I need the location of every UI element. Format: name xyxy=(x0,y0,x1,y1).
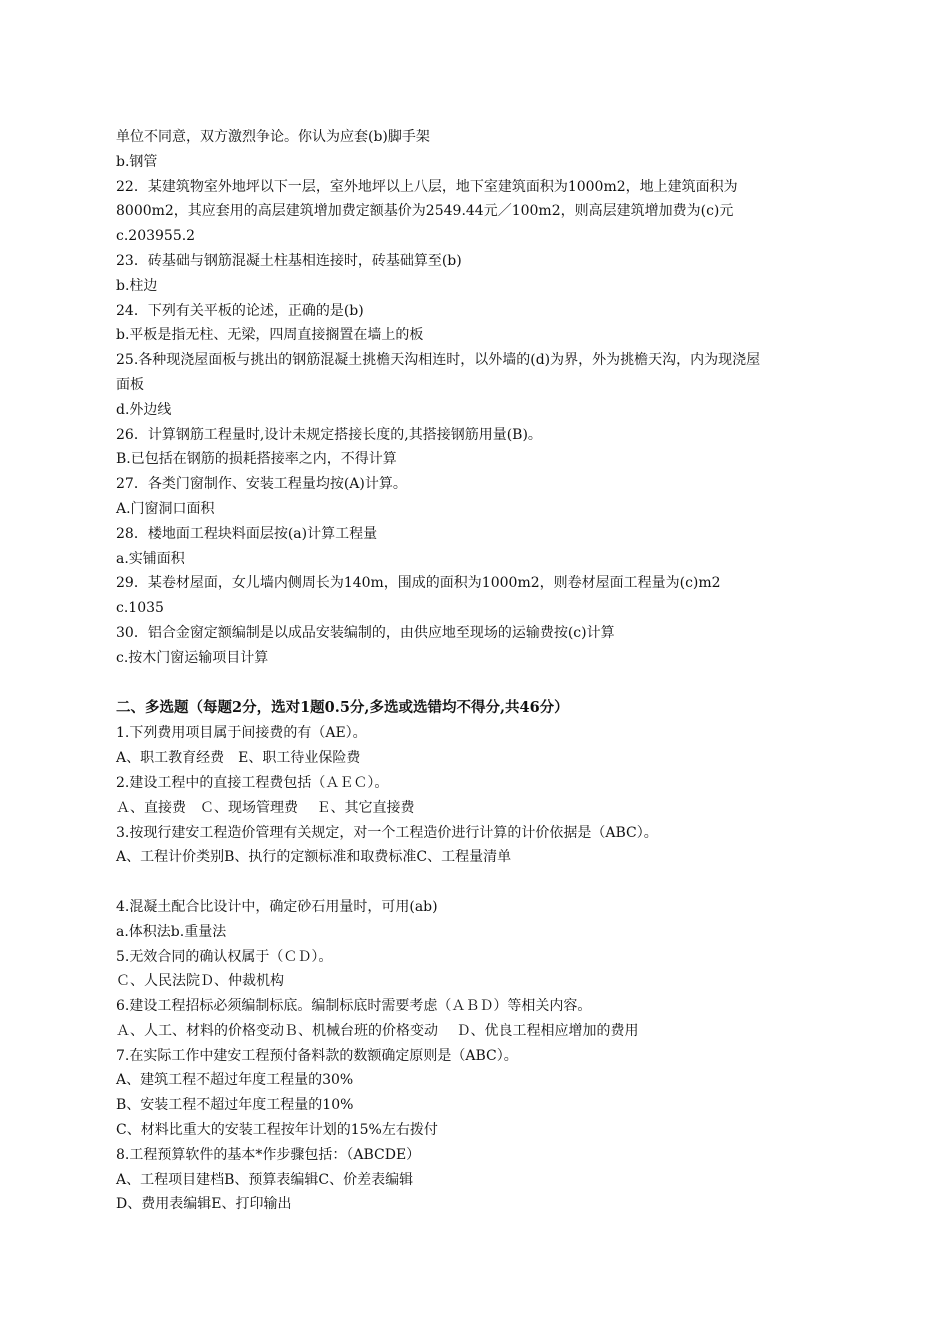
answer-line: c.1035 xyxy=(116,600,164,617)
question-line: 7.在实际工作中建安工程预付备料款的数额确定原则是（ABC）。 xyxy=(116,1047,518,1064)
question-line: 28．楼地面工程块料面层按(a)计算工程量 xyxy=(116,525,378,542)
question-line: 24．下列有关平板的论述，正确的是(b) xyxy=(116,302,364,319)
answer-line: A、工程计价类别B、执行的定额标准和取费标准C、工程量清单 xyxy=(116,849,512,866)
answer-line: B.已包括在钢筋的损耗搭接率之内，不得计算 xyxy=(116,451,397,468)
answer-line: Ａ、直接费 Ｃ、现场管理费 Ｅ、其它直接费 xyxy=(116,799,415,816)
answer-line: b.钢管 xyxy=(116,153,158,170)
question-line: 8000m2，其应套用的高层建筑增加费定额基价为2549.44元／100m2，则高层建筑增加费为(c)元 xyxy=(116,203,734,220)
question-line: 1.下列费用项目属于间接费的有（AE）。 xyxy=(116,725,367,742)
question-line: 3.按现行建安工程造价管理有关规定，对一个工程造价进行计算的计价依据是（ABC）。 xyxy=(116,824,658,841)
answer-line: B、安装工程不超过年度工程量的10% xyxy=(116,1097,354,1114)
section-heading: 二、多选题（每题2分，选对1题0.5分,多选或选错均不得分,共46分） xyxy=(116,699,569,717)
answer-line: a.体积法b.重量法 xyxy=(116,923,227,940)
answer-line: Ｃ、人民法院Ｄ、仲裁机构 xyxy=(116,973,284,990)
question-line: 22．某建筑物室外地坪以下一层，室外地坪以上八层，地下室建筑面积为1000m2，地上建筑面积为 xyxy=(116,178,738,195)
answer-line: A、职工教育经费 E、职工待业保险费 xyxy=(116,750,361,767)
document-page xyxy=(116,125,836,1217)
answer-line: Ａ、人工、材料的价格变动Ｂ、机械台班的价格变动 Ｄ、优良工程相应增加的费用 xyxy=(116,1022,639,1039)
answer-line: c.203955.2 xyxy=(116,228,196,245)
answer-line: D、费用表编辑E、打印输出 xyxy=(116,1196,292,1213)
question-line: 2.建设工程中的直接工程费包括（ＡＥＣ）。 xyxy=(116,774,389,791)
answer-line: b.平板是指无柱、无梁，四周直接搁置在墙上的板 xyxy=(116,327,424,344)
answer-line: C、材料比重大的安装工程按年计划的15%左右拨付 xyxy=(116,1122,438,1139)
question-line: 8.工程预算软件的基本*作步骤包括：（ABCDE） xyxy=(116,1146,421,1163)
question-line: 27．各类门窗制作、安装工程量均按(A)计算。 xyxy=(116,476,407,493)
question-line: 4.混凝土配合比设计中，确定砂石用量时，可用(ab) xyxy=(116,898,438,915)
spacer xyxy=(116,671,836,696)
answer-line: b.柱边 xyxy=(116,277,158,294)
text-line: 单位不同意，双方激烈争论。你认为应套(b)脚手架 xyxy=(116,129,430,145)
question-line: 29．某卷材屋面，女儿墙内侧周长为140m，围成的面积为1000m2，则卷材屋面工程量为(c)m2 xyxy=(116,575,721,592)
answer-line: d.外边线 xyxy=(116,401,172,418)
question-line: 5.无效合同的确认权属于（ＣＤ）。 xyxy=(116,948,333,965)
answer-line: A.门窗洞口面积 xyxy=(116,500,215,517)
answer-line: A、建筑工程不超过年度工程量的30% xyxy=(116,1072,354,1089)
question-line: 30．铝合金窗定额编制是以成品安装编制的，由供应地至现场的运输费按(c)计算 xyxy=(116,624,615,641)
question-line: 26．计算钢筋工程量时,设计未规定搭接长度的,其搭接钢筋用量(B)。 xyxy=(116,426,542,443)
answer-line: a.实铺面积 xyxy=(116,550,185,567)
question-line: 面板 xyxy=(116,376,144,393)
question-line: 6.建设工程招标必须编制标底。编制标底时需要考虑（ＡＢＤ）等相关内容。 xyxy=(116,998,592,1015)
question-line: 25.各种现浇屋面板与挑出的钢筋混凝土挑檐天沟相连时，以外墙的(d)为界，外为挑檐天沟，内为现浇屋 xyxy=(116,352,761,369)
answer-line: A、工程项目建档B、预算表编辑C、价差表编辑 xyxy=(116,1171,414,1188)
answer-line: c.按木门窗运输项目计算 xyxy=(116,649,269,666)
spacer xyxy=(116,870,836,895)
question-line: 23．砖基础与钢筋混凝土柱基相连接时，砖基础算至(b) xyxy=(116,252,462,269)
